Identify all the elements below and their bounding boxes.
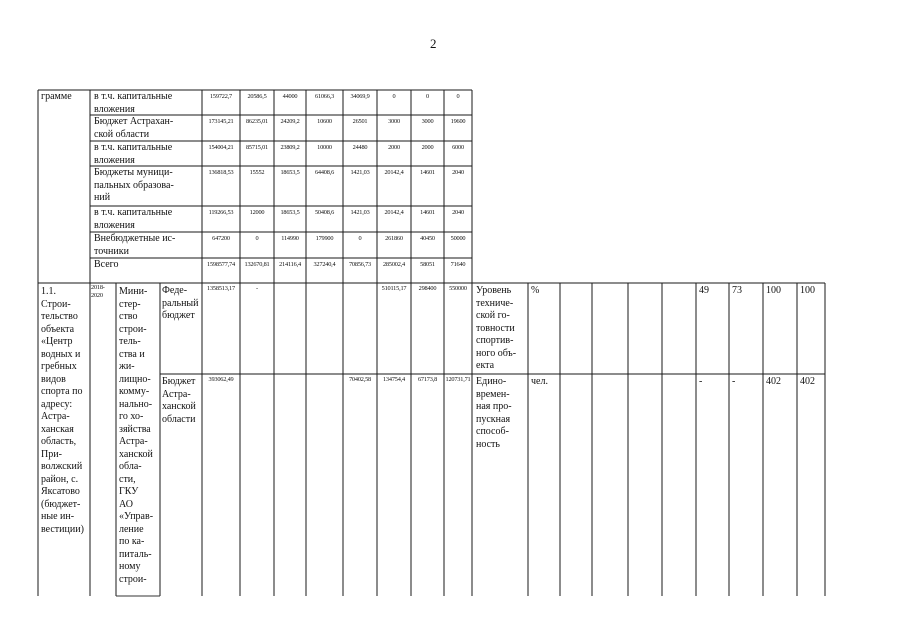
funding-value: 298400: [418, 285, 437, 292]
indicator-target: 100: [766, 285, 781, 296]
upper-row-value: 0: [426, 93, 429, 100]
upper-row-value: 1421,03: [350, 209, 370, 216]
upper-row-value: 58051: [420, 261, 435, 268]
upper-row-value: 1421,03: [350, 169, 370, 176]
funding-source: Бюджет Астра- ханской области: [162, 376, 196, 425]
upper-row-label: грамме: [41, 91, 72, 102]
funding-value: -: [256, 285, 258, 292]
upper-row-value: 179900: [315, 235, 334, 242]
upper-row-value: 2000: [388, 144, 400, 151]
upper-row-value: 0: [358, 235, 362, 242]
upper-row-value: 34069,9: [350, 93, 370, 100]
indicator-target: 49: [699, 285, 709, 296]
item-period: 2018- 2020: [91, 284, 105, 299]
upper-row-value: 19600: [450, 118, 466, 125]
upper-row-value: 14601: [420, 169, 435, 176]
upper-row-value: 2000: [421, 144, 434, 151]
upper-row-value: 50000: [450, 235, 466, 242]
upper-row-value: 327240,4: [313, 261, 336, 268]
upper-row-value: 6000: [452, 144, 464, 151]
upper-row-value: 2040: [452, 169, 464, 176]
upper-row-value: 71640: [450, 261, 466, 268]
funding-value: 393062,49: [208, 376, 234, 383]
upper-row-value: 24480: [352, 144, 368, 151]
upper-row-value: 285002,4: [382, 261, 405, 268]
upper-row-name: Бюджеты муници- пальных образова- ний: [94, 167, 174, 203]
funding-value: 70402,58: [348, 376, 371, 383]
upper-row-value: 40450: [420, 235, 435, 242]
upper-row-value: 0: [456, 93, 460, 100]
upper-row-value: 20586,5: [247, 93, 267, 100]
upper-row-value: 173145,21: [208, 118, 234, 125]
upper-row-name: в т.ч. капитальные вложения: [94, 91, 173, 115]
upper-row-value: 24209,2: [280, 118, 300, 125]
upper-row-value: 119266,53: [208, 209, 234, 216]
upper-row-value: 85715,01: [245, 144, 268, 151]
upper-row-name: в т.ч. капитальные вложения: [94, 142, 173, 166]
upper-row-value: 159722,7: [209, 93, 232, 100]
funding-value: 1358513,17: [207, 285, 235, 292]
indicator-target: -: [732, 376, 736, 387]
upper-row-name: Всего: [94, 259, 119, 270]
indicator-target: 402: [800, 376, 815, 387]
upper-row-value: 0: [255, 235, 259, 242]
upper-row-value: 15552: [249, 169, 265, 176]
upper-row-value: 2040: [452, 209, 464, 216]
upper-row-value: 64408,6: [314, 169, 335, 176]
upper-row-value: 214116,4: [279, 261, 301, 268]
upper-row-value: 647200: [212, 235, 230, 242]
upper-row-value: 18653,5: [280, 209, 300, 216]
upper-row-value: 44000: [282, 93, 298, 100]
upper-row-value: 3000: [388, 118, 400, 125]
upper-row-value: 132670,81: [244, 261, 270, 268]
upper-row-value: 114990: [281, 235, 299, 242]
upper-row-value: 86235,01: [245, 118, 268, 125]
indicator-target: -: [699, 376, 703, 387]
upper-row-value: 154004,21: [208, 144, 234, 151]
upper-row-value: 18653,5: [280, 169, 300, 176]
upper-row-name: Внебюджетные ис- точники: [94, 233, 176, 257]
upper-row-value: 20142,4: [384, 169, 404, 176]
funding-value: 67173,8: [417, 376, 438, 383]
upper-row-value: 20142,4: [384, 209, 404, 216]
indicator-name: Уровень техниче- ской го- товности спортив- ного объ- екта: [476, 285, 517, 371]
indicator-unit: чел.: [531, 376, 548, 387]
item-description: 1.1. Строи- тельство объекта «Центр водных и гребных видов спорта по адресу: Астра- ханская область, При- волжский район, с. Яксатово (бюджет- ные ин- вестиции): [41, 286, 84, 535]
funding-value: 120731,71: [445, 376, 471, 383]
indicator-target: 73: [732, 285, 742, 296]
upper-row-value: 61066,3: [314, 93, 335, 100]
upper-row-name: в т.ч. капитальные вложения: [94, 207, 173, 231]
upper-row-value: 12000: [249, 209, 265, 216]
upper-row-value: 23809,2: [280, 144, 300, 151]
upper-row-value: 261860: [385, 235, 403, 242]
upper-row-name: Бюджет Астрахан- ской области: [94, 116, 174, 140]
indicator-unit: %: [531, 285, 540, 296]
funding-value: 510115,17: [381, 285, 407, 292]
page-number: 2: [430, 36, 437, 51]
upper-row-value: 70856,73: [348, 261, 371, 268]
upper-row-value: 0: [392, 93, 396, 100]
funding-value: 134754,4: [382, 376, 405, 383]
funding-value: 550000: [449, 285, 467, 292]
upper-row-value: 14601: [420, 209, 435, 216]
indicator-target: 100: [800, 285, 815, 296]
funding-source: Феде- ральный бюджет: [162, 285, 199, 321]
upper-row-value: 3000: [421, 118, 434, 125]
upper-row-value: 1598577,74: [207, 261, 235, 268]
upper-row-value: 26501: [352, 118, 368, 125]
item-executor: Мини- стер- ство строи- тель- ства и жи- лищно- комму- нально- го хо- зяйства Астра- ханской обла- сти, ГКУ АО «Управ- ление по ка- питаль- ному строи-: [119, 286, 154, 585]
upper-row-value: 10000: [317, 144, 332, 151]
upper-row-value: 50408,6: [314, 209, 335, 216]
upper-row-value: 10600: [317, 118, 332, 125]
indicator-target: 402: [766, 376, 781, 387]
upper-row-value: 136818,53: [208, 169, 234, 176]
indicator-name: Едино- времен- ная про- пускная способ- ность: [476, 376, 512, 450]
